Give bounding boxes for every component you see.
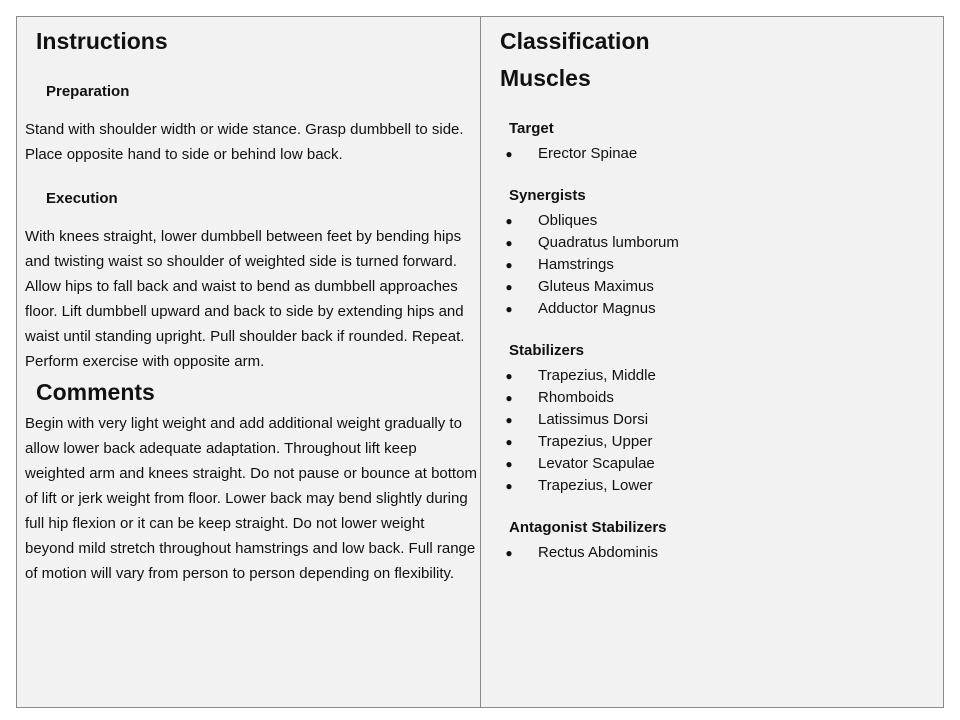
synergists-heading: Synergists — [509, 187, 586, 204]
stabilizers-list — [503, 365, 656, 497]
preparation-heading: Preparation — [46, 83, 130, 100]
muscle-list-item — [503, 542, 658, 564]
muscle-list-item — [503, 276, 679, 298]
bullet-icon: ● — [505, 369, 513, 383]
muscle-list-item — [503, 387, 656, 409]
synergists-list — [503, 210, 679, 320]
bullet-icon: ● — [505, 457, 513, 471]
muscle-list-item — [503, 298, 679, 320]
muscle-name: Trapezius, Lower — [538, 477, 653, 494]
muscle-list-item — [503, 210, 679, 232]
muscle-name: Obliques — [538, 212, 598, 229]
exercise-sheet — [16, 16, 944, 708]
muscle-name: Gluteus Maximus — [538, 278, 654, 295]
bullet-icon: ● — [505, 280, 513, 294]
comments-text: Begin with very light weight and add additional weight gradually to allow lower back adequate adaptation. Throughout lift keep weighted arm and knees straight. Do not pause or bounce at bottom of lift or jerk weight from floor. Lower back may bend slightly during full hip flexion or it can be keep straight. Do not lower weight beyond mild stretch throughout hamstrings and low back. Full range of motion will vary from person to person depending on flexibility. — [25, 415, 477, 582]
muscle-list-item — [503, 431, 656, 453]
muscle-list-item — [503, 453, 656, 475]
bullet-icon: ● — [505, 413, 513, 427]
muscle-name: Rhomboids — [538, 389, 614, 406]
muscle-name: Erector Spinae — [538, 145, 638, 162]
classification-column — [481, 17, 943, 707]
muscle-name: Rectus Abdominis — [538, 544, 659, 561]
instructions-title: Instructions — [36, 28, 168, 54]
muscle-list-item — [503, 365, 656, 387]
bullet-icon: ● — [505, 302, 513, 316]
stabilizers-heading: Stabilizers — [509, 342, 585, 359]
bullet-icon: ● — [505, 214, 513, 228]
muscle-name: Adductor Magnus — [538, 300, 656, 317]
bullet-icon: ● — [505, 435, 513, 449]
muscle-name: Trapezius, Upper — [538, 433, 653, 450]
muscle-list-item — [503, 143, 637, 165]
instructions-column — [17, 17, 481, 707]
muscle-name: Quadratus lumborum — [538, 234, 679, 251]
muscle-list-item — [503, 409, 656, 431]
comments-title: Comments — [36, 379, 155, 405]
muscles-title: Muscles — [500, 65, 591, 91]
muscle-list-item — [503, 254, 679, 276]
muscle-list-item — [503, 475, 656, 497]
antagonist-stabilizers-heading: Antagonist Stabilizers — [509, 519, 667, 536]
bullet-icon: ● — [505, 391, 513, 405]
muscle-name: Levator Scapulae — [538, 455, 655, 472]
bullet-icon: ● — [505, 258, 513, 272]
muscle-name: Trapezius, Middle — [538, 367, 656, 384]
muscle-name: Hamstrings — [538, 256, 614, 273]
execution-heading: Execution — [46, 190, 118, 207]
execution-text: With knees straight, lower dumbbell between feet by bending hips and twisting waist so shoulder of weighted side is turned forward. Allow hips to fall back and waist to bend as dumbbell approaches floor. Lift dumbbell upward and back to side by extending hips and waist until standing upright. Pull shoulder back if rounded. Repeat. Perform exercise with opposite arm. — [25, 228, 465, 370]
classification-title: Classification — [500, 28, 650, 54]
bullet-icon: ● — [505, 479, 513, 493]
muscle-name: Latissimus Dorsi — [538, 411, 649, 428]
bullet-icon: ● — [505, 147, 513, 161]
bullet-icon: ● — [505, 546, 513, 560]
antagonist-stabilizers-list — [503, 542, 658, 564]
bullet-icon: ● — [505, 236, 513, 250]
preparation-text: Stand with shoulder width or wide stance. Grasp dumbbell to side. Place opposite hand to side or behind low back. — [25, 121, 464, 163]
target-heading: Target — [509, 120, 554, 137]
muscle-list-item — [503, 232, 679, 254]
target-list — [503, 143, 637, 165]
